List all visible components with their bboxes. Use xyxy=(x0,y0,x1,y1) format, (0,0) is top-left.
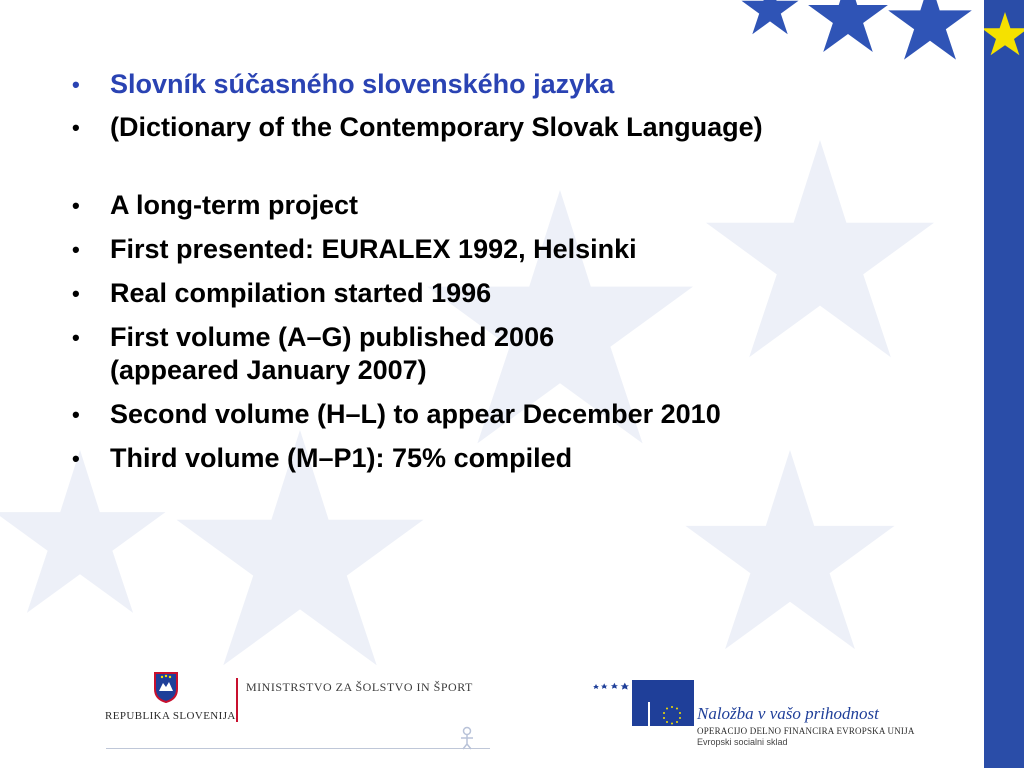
bullet-item xyxy=(70,321,950,387)
bullet-continuation: (appeared January 2007) xyxy=(110,355,427,385)
eu-star-icon xyxy=(808,0,888,52)
bullet-dot: • xyxy=(72,446,80,471)
bullet-item xyxy=(70,398,950,431)
bullet-dot: • xyxy=(72,281,80,306)
bullet-item xyxy=(70,277,950,310)
ministry-label: MINISTRSTVO ZA ŠOLSTVO IN ŠPORT xyxy=(246,680,473,694)
ministry-divider xyxy=(236,678,238,722)
esf-label: Evropski socialni sklad xyxy=(697,737,788,747)
bullet-dot: • xyxy=(72,72,80,97)
slovenia-crest-icon xyxy=(153,671,179,703)
bullet-item xyxy=(70,68,950,101)
bullet-text: First volume (A–G) published 2006 xyxy=(110,322,555,352)
slide-subtitle: (Dictionary of the Contemporary Slovak Language) xyxy=(110,112,763,142)
bullet-item xyxy=(70,233,950,266)
republika-slovenija-label: REPUBLIKA SLOVENIJA xyxy=(105,710,236,722)
bullet-dot: • xyxy=(72,402,80,427)
bullet-dot: • xyxy=(72,325,80,350)
footer-divider xyxy=(106,748,490,749)
bullet-item xyxy=(70,111,950,144)
person-icon xyxy=(459,726,475,750)
eu-star-icon xyxy=(888,0,972,60)
bullet-item xyxy=(70,189,950,222)
footer xyxy=(0,660,1024,768)
eu-flag-icon xyxy=(588,678,698,730)
bullet-dot: • xyxy=(72,237,80,262)
yellow-star-icon xyxy=(984,0,1024,80)
bullet-item xyxy=(70,442,950,475)
eu-funding-label: OPERACIJO DELNO FINANCIRA EVROPSKA UNIJA xyxy=(697,726,915,736)
bullet-text: First presented: EURALEX 1992, Helsinki xyxy=(110,234,637,264)
slogan-label: Naložba v vašo prihodnost xyxy=(697,704,879,723)
slide-title: Slovník súčasného slovenského jazyka xyxy=(110,69,615,99)
eu-star-icon xyxy=(742,0,799,34)
slide-content xyxy=(70,68,950,486)
bullet-text: Second volume (H–L) to appear December 2010 xyxy=(110,399,721,429)
bullet-dot: • xyxy=(72,115,80,140)
bullet-text: A long-term project xyxy=(110,190,359,220)
bullet-dot: • xyxy=(72,193,80,218)
right-blue-band xyxy=(984,0,1024,768)
bullet-text: Third volume (M–P1): 75% compiled xyxy=(110,443,573,473)
bullet-text: Real compilation started 1996 xyxy=(110,278,492,308)
